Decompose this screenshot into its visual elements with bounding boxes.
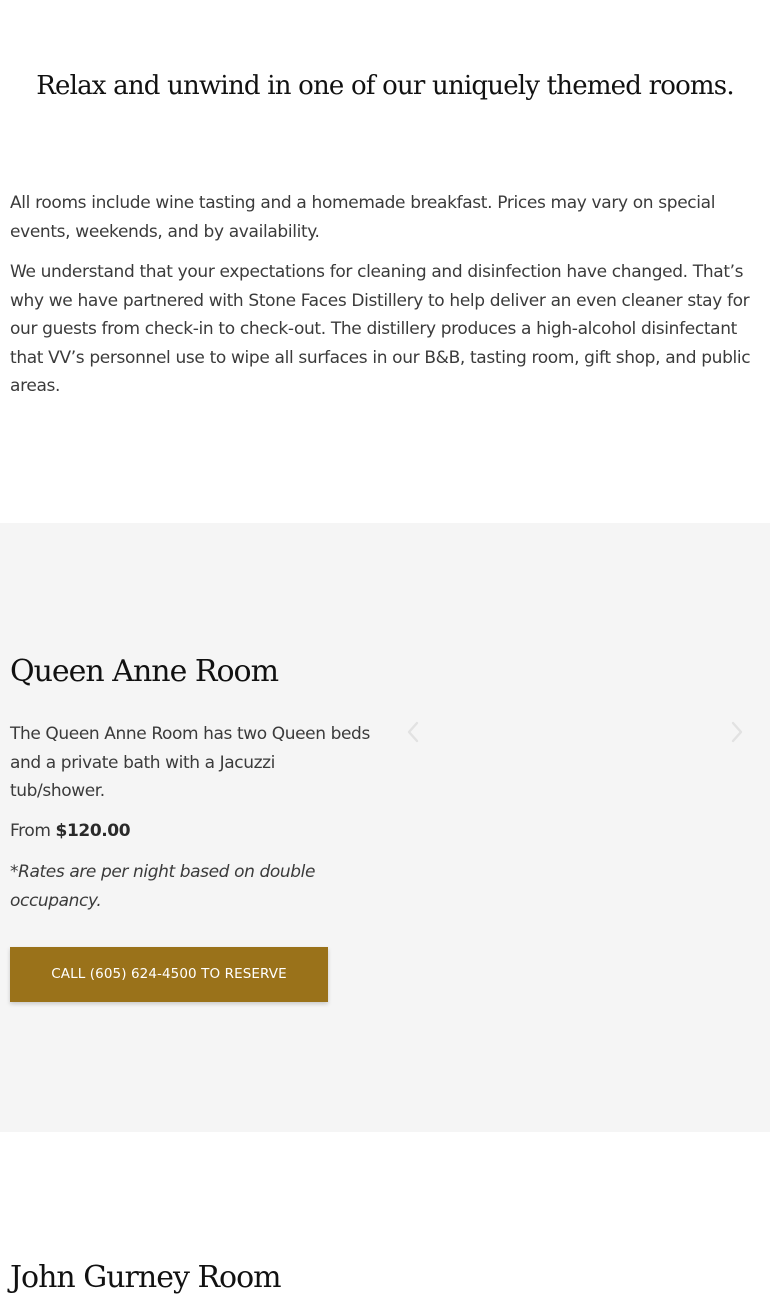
intro-heading: Relax and unwind in one of our uniquely themed rooms. bbox=[36, 71, 734, 101]
room-title: Queen Anne Room bbox=[10, 654, 279, 689]
room-rate-note: *Rates are per night based on double occupancy. bbox=[10, 862, 315, 911]
room-price-value: $120.00 bbox=[55, 821, 131, 841]
chevron-right-icon[interactable] bbox=[725, 715, 749, 749]
next-room-title: John Gurney Room bbox=[10, 1260, 281, 1295]
room-section-queen-anne bbox=[0, 523, 770, 1132]
room-image-carousel bbox=[400, 703, 755, 763]
room-price bbox=[10, 817, 130, 846]
intro-paragraph-cleaning: We understand that your expectations for cleaning and disinfection have changed. That’s why we have partnered with Stone Faces Distillery to help deliver an even cleaner stay for our guests from check-in to check-out. The distillery produces a high-alcohol disinfectant that VV’s personnel use to wipe all surfaces in our B&B, tasting room, gift shop, and public areas. bbox=[10, 262, 751, 397]
chevron-left-icon[interactable] bbox=[401, 715, 425, 749]
intro-section bbox=[0, 0, 770, 523]
room-price-prefix: From bbox=[10, 821, 56, 841]
reserve-call-button[interactable]: CALL (605) 624-4500 TO RESERVE bbox=[10, 947, 328, 1002]
room-description: The Queen Anne Room has two Queen beds and a private bath with a Jacuzzi tub/shower. bbox=[10, 724, 370, 802]
intro-paragraph-amenities: All rooms include wine tasting and a homemade breakfast. Prices may vary on special events, weekends, and by availability. bbox=[10, 193, 716, 242]
